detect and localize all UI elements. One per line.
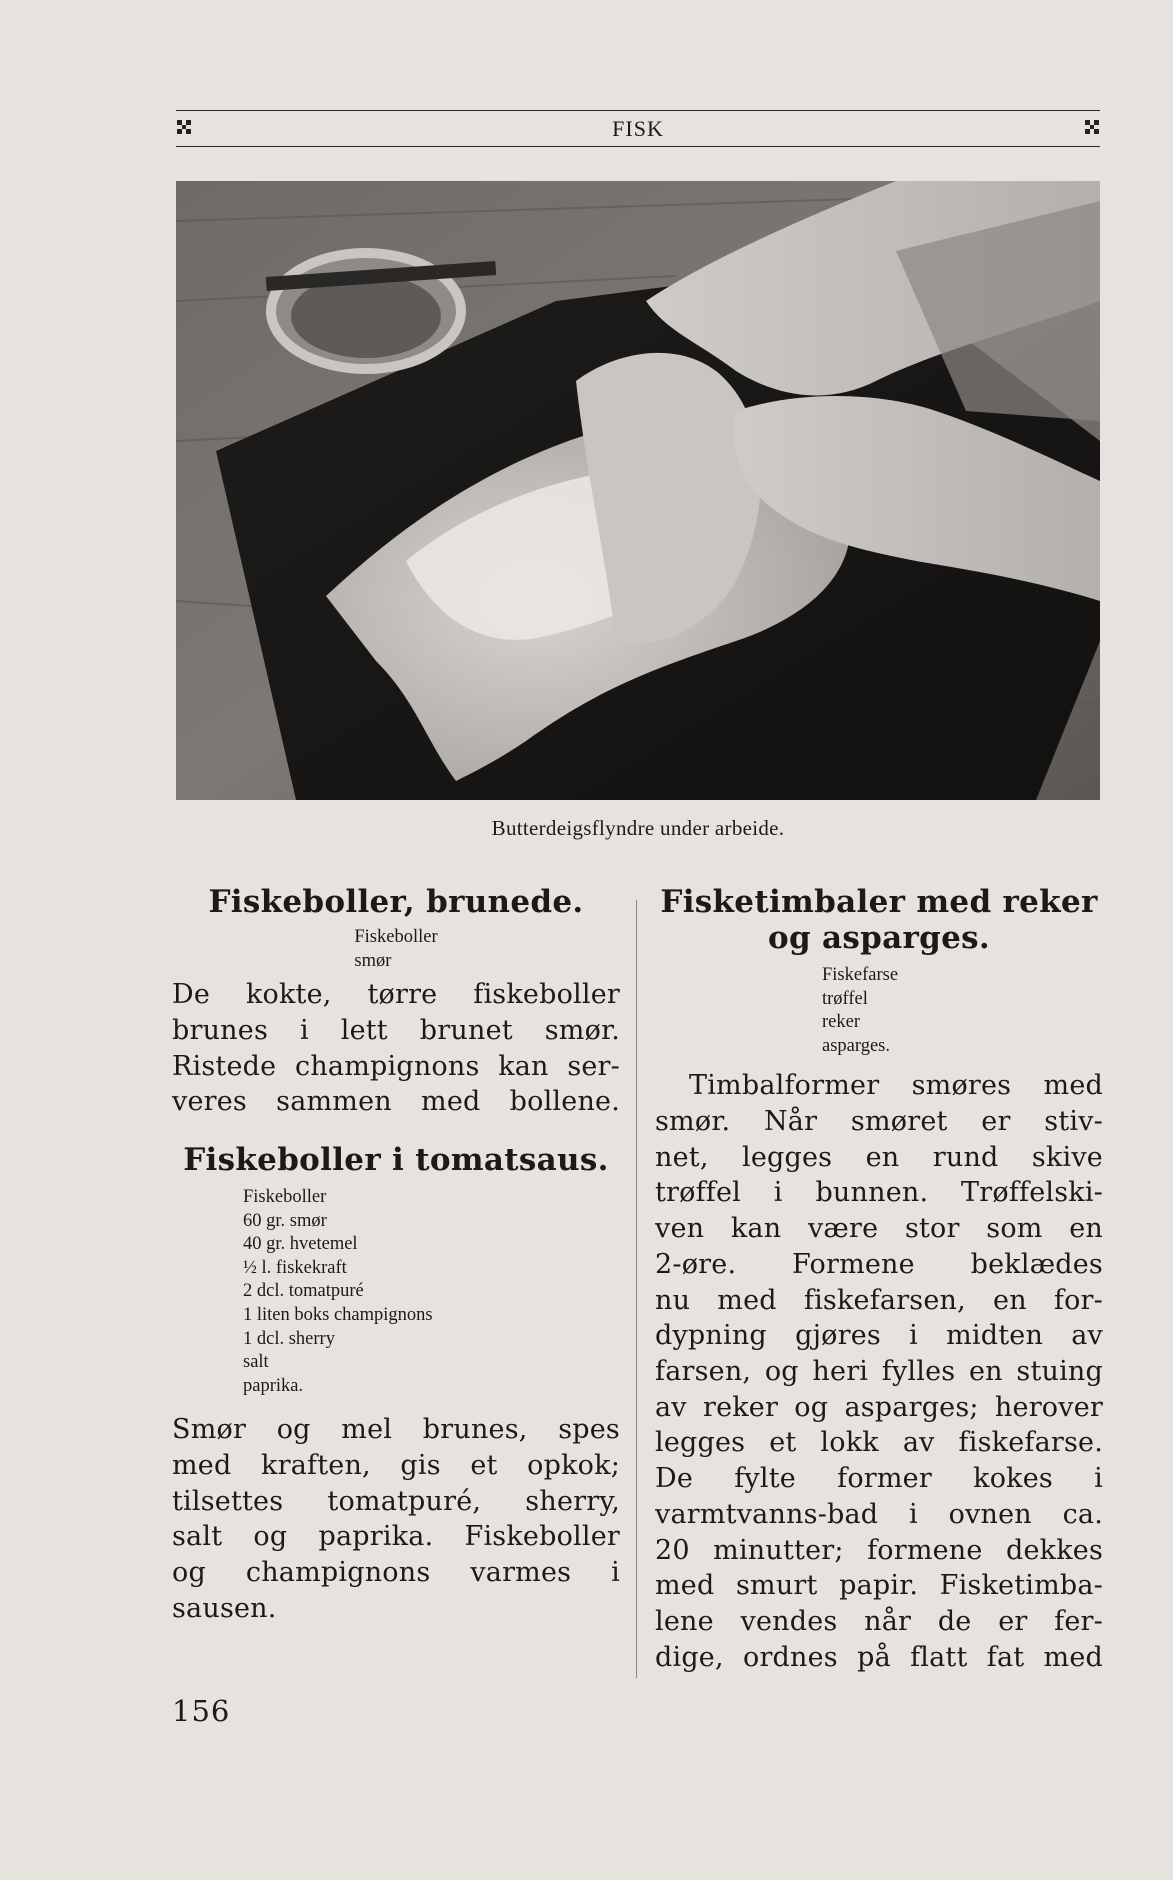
recipe-body — [172, 1412, 620, 1626]
ingredient-item: salt — [243, 1352, 269, 1373]
text-line: varmtvanns-bad i ovnen ca. — [655, 1498, 1103, 1530]
text-line: 2-øre. Formene beklædes — [655, 1248, 1103, 1280]
text-line: Ristede champignons kan ser- — [172, 1050, 620, 1082]
text-line: med smurt papir. Fisketimba- — [655, 1570, 1103, 1602]
ornament-icon — [1084, 119, 1100, 135]
recipe-title-line: Fisketimbaler med reker — [660, 884, 1098, 920]
recipe-title: Fiskeboller, brunede. — [208, 884, 584, 920]
recipe-title — [655, 884, 1103, 956]
running-header — [176, 110, 1100, 148]
text-line: Smør og mel brunes, spes — [172, 1414, 620, 1446]
text-line: net, legges en rund skive — [655, 1141, 1103, 1173]
left-column — [172, 884, 620, 1627]
text-line: veres sammen med bollene. — [172, 1086, 620, 1118]
text-line: Timbalformer smøres med — [689, 1070, 1103, 1102]
ingredient-item: ½ l. fiskekraft — [243, 1257, 347, 1278]
ingredient-item: paprika. — [243, 1375, 304, 1396]
text-line: ven kan være stor som en — [655, 1213, 1103, 1245]
ingredient-item: 1 liten boks champignons — [243, 1304, 433, 1325]
text-line: smør. Når smøret er stiv- — [655, 1106, 1103, 1138]
ingredient-item: 2 dcl. tomatpuré — [243, 1281, 364, 1302]
text-line: legges et lokk av fiskefarse. — [655, 1427, 1103, 1459]
text-line: tilsettes tomatpuré, sherry, — [172, 1485, 620, 1517]
header-rule-bottom — [176, 146, 1100, 147]
text-line: dige, ordnes på flatt fat med — [655, 1641, 1103, 1673]
text-line: De kokte, tørre fiskeboller — [172, 979, 620, 1011]
text-line: lene vendes når de er fer- — [655, 1605, 1103, 1637]
text-line: dypning gjøres i midten av — [655, 1320, 1103, 1352]
ingredient-item: reker — [822, 1012, 860, 1033]
ingredient-item: Fiskeboller — [354, 927, 438, 947]
photo-illustration — [176, 181, 1100, 800]
text-line: av reker og asparges; herover — [655, 1391, 1103, 1423]
text-line: og champignons varmes i — [172, 1557, 620, 1589]
text-line: med kraften, gis et opkok; — [172, 1450, 620, 1482]
ingredient-item: 60 gr. smør — [243, 1210, 327, 1231]
text-line: trøffel i bunnen. Trøffelski- — [655, 1177, 1103, 1209]
recipe-body — [172, 977, 620, 1120]
header-title: FISK — [612, 116, 664, 141]
text-line: 20 minutter; formene dekkes — [655, 1534, 1103, 1566]
ingredient-item: asparges. — [822, 1035, 890, 1056]
ingredient-item: smør — [354, 950, 392, 971]
text-line: nu med fiskefarsen, en for- — [655, 1284, 1103, 1316]
text-line: sausen. — [172, 1592, 277, 1624]
text-line: brunes i lett brunet smør. — [172, 1014, 620, 1046]
ingredient-item: 40 gr. hvetemel — [243, 1234, 358, 1255]
text-line: De fylte former kokes i — [655, 1463, 1103, 1495]
ingredient-list — [172, 926, 620, 973]
page-number: 156 — [172, 1694, 231, 1728]
ingredient-item: Fiskefarse — [822, 965, 899, 985]
ingredient-list — [172, 1186, 620, 1398]
ingredient-item: Fiskeboller — [243, 1187, 327, 1207]
figure-caption: Butterdeigsflyndre under arbeide. — [491, 816, 785, 840]
header-rule-top — [176, 110, 1100, 111]
text-line: salt og paprika. Fiskeboller — [172, 1521, 620, 1553]
right-column — [655, 884, 1103, 1675]
recipe-body — [655, 1068, 1103, 1675]
text-line: farsen, og heri fylles en stuing — [655, 1356, 1103, 1387]
ingredient-item: trøffel — [822, 988, 868, 1009]
column-divider — [636, 900, 637, 1678]
photograph — [176, 181, 1100, 800]
ingredient-list — [655, 964, 1103, 1058]
recipe-title: Fiskeboller i tomatsaus. — [183, 1142, 609, 1178]
recipe-title-line: og asparges. — [767, 920, 991, 956]
ingredient-item: 1 dcl. sherry — [243, 1328, 335, 1349]
